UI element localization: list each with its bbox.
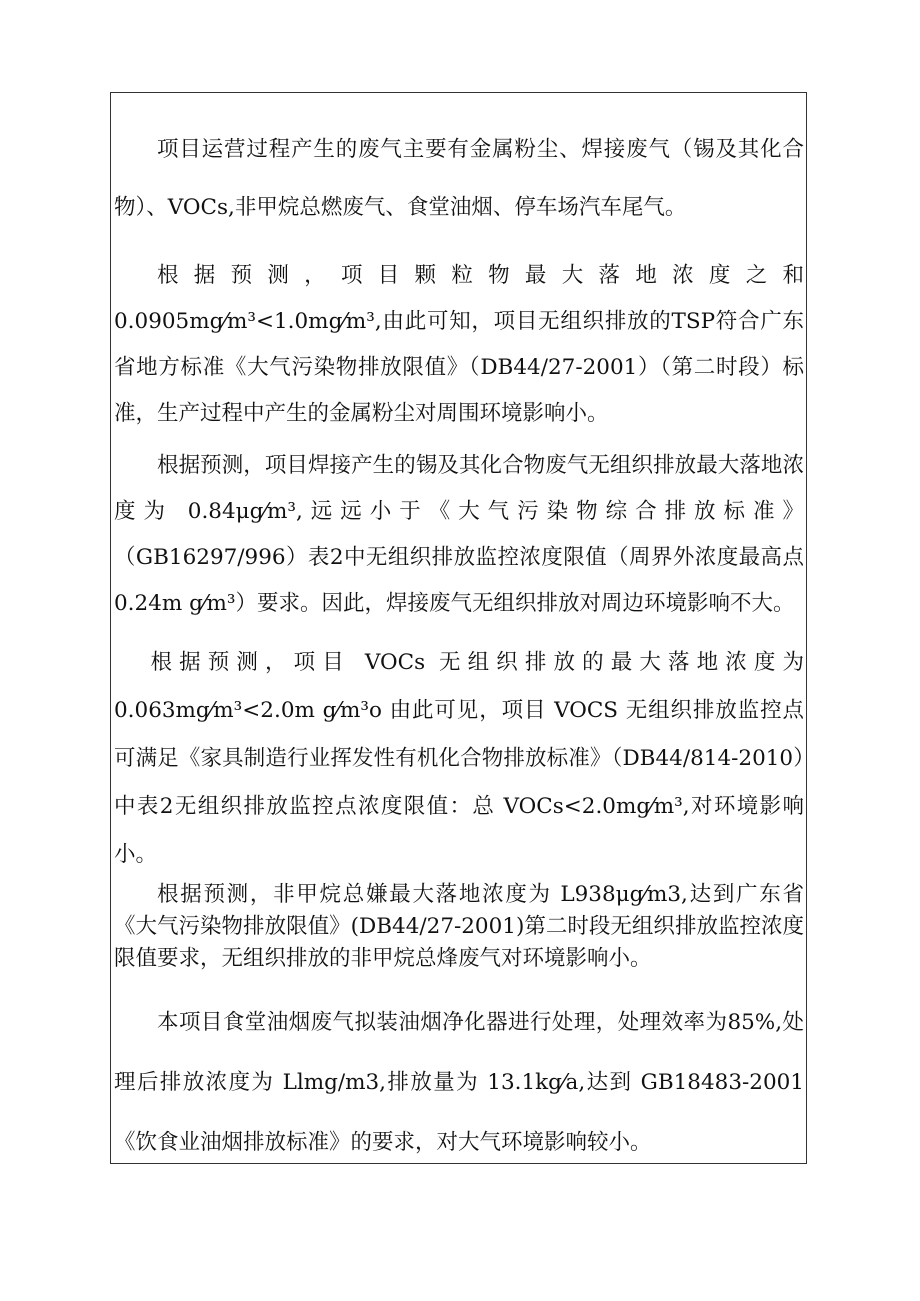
content-table-cell — [110, 92, 807, 1164]
paragraph-cooking-fumes: 本项目食堂油烟废气拟装油烟净化器进行处理，处理效率为85%,处理后排放浓度为 Llmg/m3,排放量为 13.1kg⁄a,达到 GB18483-2001《饮食业油烟排放标准》的要求，对大气环境影响较小。 — [114, 1010, 804, 1155]
paragraph-tin-welding-prediction: 根据预测，项目焊接产生的锡及其化合物废气无组织排放最大落地浓度为 0.84μg⁄m³,远远小于《大气污染物综合排放标准》（GB16297/996）表2中无组织排放监控浓度限值（周界外浓度最高点0.24m g⁄m³）要求。因此，焊接废气无组织排放对周边环境影响不大。 — [114, 453, 804, 616]
paragraph-particulate-prediction: 根据预测，项目颗粒物最大落地浓度之和0.0905mg⁄m³<1.0mg⁄m³,由此可知，项目无组织排放的TSP符合广东省地方标准《大气污染物排放限值》（DB44/27-2001）（第二时段）标准，生产过程中产生的金属粉尘对周围环境影响小。 — [114, 263, 804, 426]
paragraph-non-methane-hydrocarbon: 根据预测，非甲烷总嫌最大落地浓度为 L938μg⁄m3,达到广东省《大气污染物排放限值》(DB44/27-2001)第二时段无组织排放监控浓度限值要求，无组织排放的非甲烷总烽废气对环境影响小。 — [114, 882, 804, 971]
paragraph-vocs-prediction: 根据预测，项目 VOCs 无组织排放的最大落地浓度为 0.063mg⁄m³<2.0m g⁄m³o 由此可见，项目 VOCS 无组织排放监控点可满足《家具制造行业挥发性有机化合物排放标准》（DB44/814-2010）中表2无组织排放监控点浓度限值：总 VOCs<2.0mg⁄m³,对环境影响小。 — [114, 650, 804, 867]
paragraph-emission-sources: 项目运营过程产生的废气主要有金属粉尘、焊接废气（锡及其化合物）、VOCs,非甲烷总燃废气、食堂油烟、停车场汽车尾气。 — [114, 137, 804, 220]
